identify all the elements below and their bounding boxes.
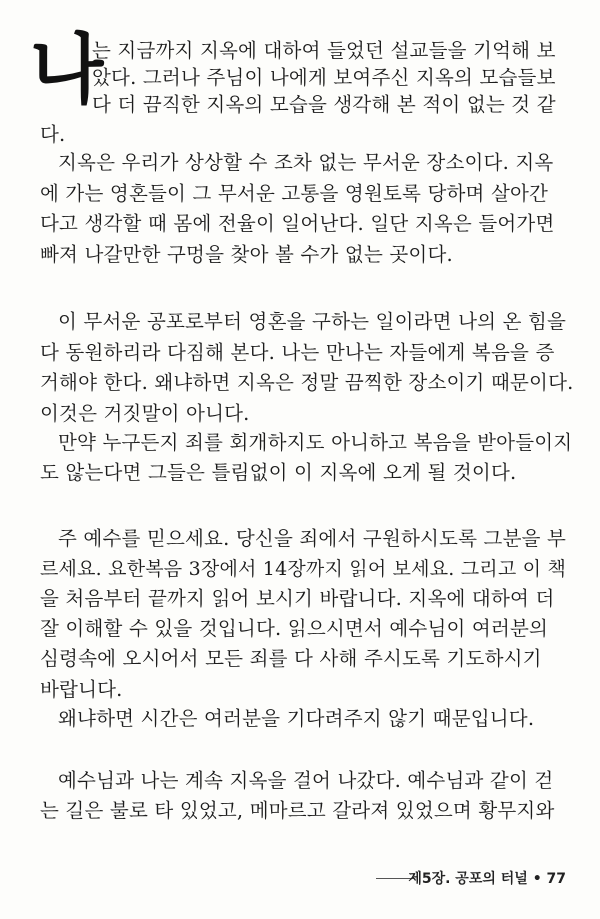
text-line: 심령속에 오시어서 모든 죄를 다 사해 주시도록 기도하시기 <box>40 647 542 670</box>
bleed-through-text <box>400 488 404 504</box>
text-line: 다 더 끔직한 지옥의 모습을 생각해 본 적이 없는 것 같 <box>92 93 556 116</box>
footer-bullet: • <box>532 871 542 887</box>
text-line: 이 무서운 공포로부터 영혼을 구하는 일이라면 나의 온 힘을 <box>58 310 567 333</box>
running-footer <box>408 868 566 888</box>
text-line: 이것은 거짓말이 아니다. <box>40 402 250 425</box>
text-line: 도 않는다면 그들은 틀림없이 이 지옥에 오게 될 것이다. <box>40 461 517 484</box>
text-line: 만약 누구든지 죄를 회개하지도 아니하고 복음을 받아들이지 <box>58 431 573 454</box>
text-line: 는 길은 불로 타 있었고, 메마르고 갈라져 있었으며 황무지와 <box>40 799 555 822</box>
text-line: 빠져 나갈만한 구멍을 찾아 볼 수가 없는 곳이다. <box>40 243 453 266</box>
text-line: 을 처음부터 끝까지 읽어 보시기 바랍니다. 지옥에 대하여 더 <box>40 587 555 610</box>
drop-cap: 나 <box>30 25 104 114</box>
text-line: 다. <box>40 123 66 146</box>
text-line: 았다. 그러나 주님이 나에게 보여주신 지옥의 모습들보 <box>92 66 556 89</box>
text-line: 바랍니다. <box>40 678 123 701</box>
text-line: 예수님과 나는 계속 지옥을 걸어 나갔다. 예수님과 같이 걷 <box>58 769 554 792</box>
text-line: 거해야 한다. 왜냐하면 지옥은 정말 끔찍한 장소이기 때문이다. <box>40 371 574 394</box>
text-line: 르세요. 요한복음 3장에서 14장까지 읽어 보세요. 그리고 이 책 <box>40 558 567 580</box>
text-line: 지옥은 우리가 상상할 수 조차 없는 무서운 장소이다. 지옥 <box>58 151 554 174</box>
text-line: 다 동원하리라 다짐해 본다. 나는 만나는 자들에게 복음을 증 <box>40 341 555 364</box>
chapter-title: 제5장. 공포의 터널 <box>408 871 528 887</box>
text-line: 왜냐하면 시간은 여러분을 기다려주지 않기 때문입니다. <box>58 707 535 730</box>
text-line: 는 지금까지 지옥에 대하여 들었던 설교들을 기억해 보 <box>92 39 556 62</box>
page-number: 77 <box>546 871 566 887</box>
text-line: 에 가는 영혼들이 그 무서운 고통을 영원토록 당하며 살아간 <box>40 182 549 205</box>
text-line: 다고 생각할 때 몸에 전율이 일어난다. 일단 지옥은 들어가면 <box>40 212 555 235</box>
text-line: 주 예수를 믿으세요. 당신을 죄에서 구원하시도록 그분을 부 <box>58 527 567 550</box>
text-line: 잘 이해할 수 있을 것입니다. 읽으시면서 예수님이 여러분의 <box>40 617 549 640</box>
